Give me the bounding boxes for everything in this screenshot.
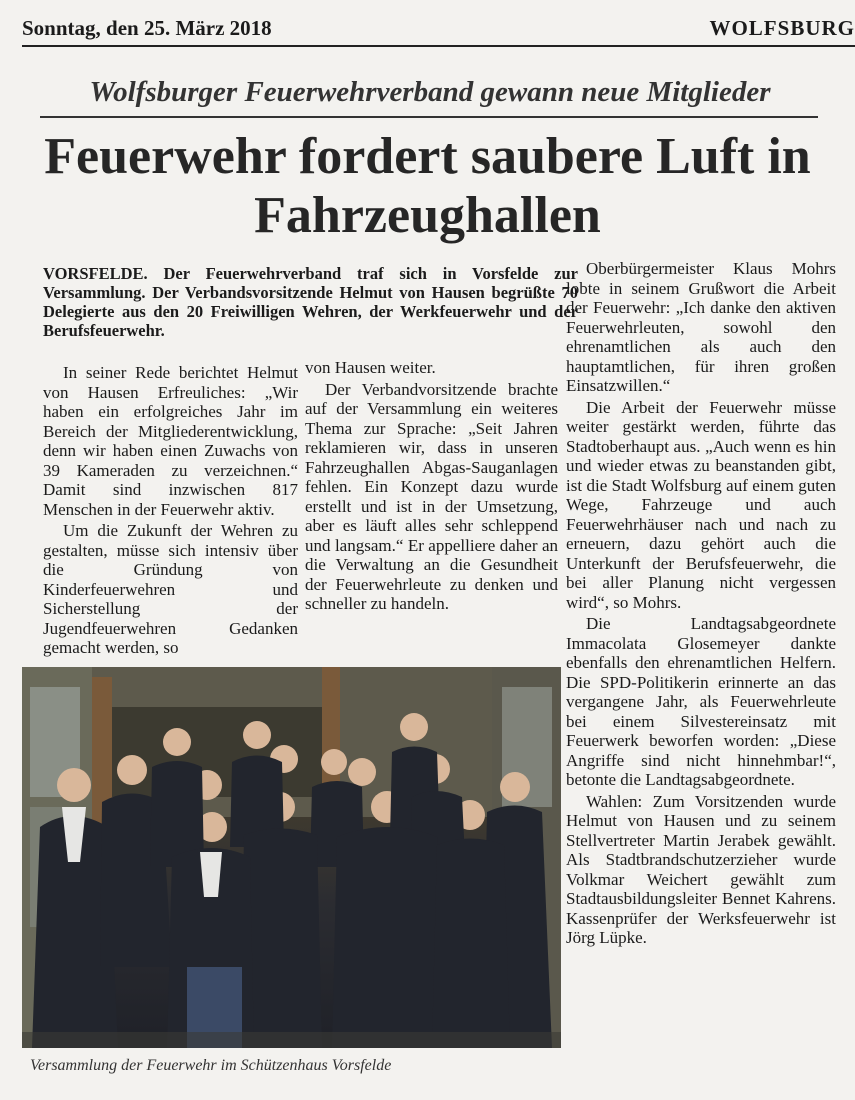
article-kicker: Wolfsburger Feuerwehrverband gewann neue Mitglieder xyxy=(89,76,771,108)
paragraph: von Hausen weiter. xyxy=(305,358,436,377)
paragraph: Die Arbeit der Feuerwehr müsse weiter gestärkt werden, führte das Stadtoberhaupt aus. „Auch wenn es hin und wieder etwas zu beanstanden gibt, ist die Stadt Wolfsburg auf einem guten Wege, Fahrzeuge und auch Feuerwehrhäuser nach und nach zu erneuern, dazu gehört auch die Unterkunft der Berufsfeuerwehr, die bei aller Planung nicht vergessen wird“, so Mohrs. xyxy=(566,397,836,612)
kicker-rule xyxy=(40,116,818,118)
section-name: WOLFSBURG xyxy=(709,16,855,40)
group-photo xyxy=(22,667,561,1048)
article-headline: Feuerwehr fordert saubere Luft in Fahrzeughallen xyxy=(44,128,811,244)
issue-date: Sonntag, den 25. März 2018 xyxy=(22,16,272,40)
paragraph: Wahlen: Zum Vorsitzenden wurde Helmut von Hausen und zu seinem Stellvertreter Martin Jerabek gewählt. Als Stadtbrandschutzerzieher wurde Volkmar Weichert gewählt zum Stadtausbildungsleiter Bennet Kahrens. Kassenprüfer der Werksfeuerwehr ist Jörg Lüpke. xyxy=(566,791,836,947)
header-rule xyxy=(22,45,855,47)
paragraph: Der Verbandvorsitzende brachte auf der Versammlung ein weiteres Thema zur Sprache: „Seit Jahren reklamieren wir, dass in unseren Fahrzeughallen Abgas-Sauganlagen fehlen. Ein Konzept dazu wurde erstellt und ist in der Umsetzung, aber es läuft alles sehr schleppend und langsam.“ Er appelliere daher an die Verwaltung an die Gesundheit der Feuerwehrleute zu denken und schneller zu handeln. xyxy=(305,379,558,613)
page-header xyxy=(22,14,855,44)
text-column-2 xyxy=(305,358,558,616)
photo-caption: Versammlung der Feuerwehr im Schützenhaus Vorsfelde xyxy=(30,1057,392,1074)
paragraph: Oberbürgermeister Klaus Mohrs lobte in seinem Grußwort die Arbeit der Feuerwehr: „Ich danke den aktiven Feuerwehrleuten, sowohl den ehrenamtlichen als auch den hauptamtlichen, für ihren großen Einsatzwillen.“ xyxy=(566,259,836,395)
text-column-3 xyxy=(566,259,836,950)
group-photo-illustration xyxy=(22,667,561,1048)
paragraph: Um die Zukunft der Wehren zu gestalten, müsse sich intensiv über die Gründung von Kinderfeuerwehren und Sicherstellung der Jugendfeuerwehren Gedanken gemacht werden, so xyxy=(43,521,298,657)
article-lead: VORSFELDE. Der Feuerwehrverband traf sich in Vorsfelde zur Versammlung. Der Verbandsvorsitzende Helmut von Hausen begrüßte 70 Delegierte aus den 20 Freiwilligen Wehren, der Werkfeuerwehr und der Berufsfeuerwehr. xyxy=(43,264,578,340)
paragraph: In seiner Rede berichtet Helmut von Hausen Erfreuliches: „Wir haben ein erfolgreiches Jahr im Bereich der Mitgliederentwicklung, denn wir haben einen Zuwachs von 39 Kameraden zu verzeichnen.“ Damit sind inzwischen 817 Menschen in der Feuerwehr aktiv. xyxy=(43,363,298,519)
text-column-1 xyxy=(43,363,298,660)
paragraph: Die Landtagsabgeordnete Immacolata Glosemeyer dankte ebenfalls den ehrenamtlichen Helfern. Die SPD-Politikerin erinnerte an das vergangene Jahr, als Feuerwehrleute bei einem Silvestereinsatz mit Feuerwerk beworfen worden: „Diese Angriffe sind nicht hinnehmbar!“, betonte die Landtagsabgeordnete. xyxy=(566,614,836,789)
